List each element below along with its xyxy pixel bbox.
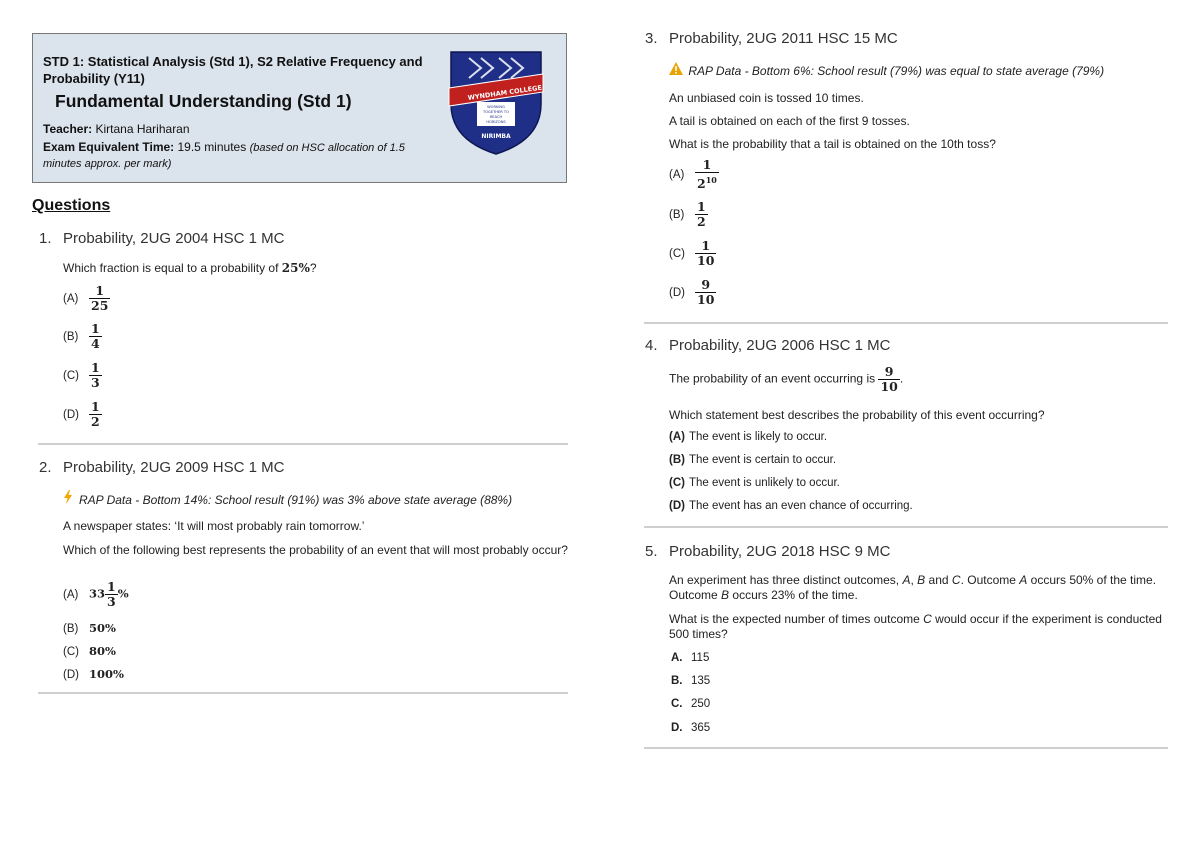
prompt-text-c-pre: Outcome: [669, 588, 718, 602]
option-c[interactable]: [63, 644, 116, 658]
option-whole: 33: [89, 586, 106, 601]
question-divider: [644, 747, 1168, 749]
question-number: 2.: [39, 459, 52, 476]
exam-time-label: Exam Equivalent Time:: [43, 140, 175, 154]
svg-text:WYNDHAM COLLEGE: WYNDHAM COLLEGE: [467, 83, 543, 102]
prompt-text: The probability of an event occurring is: [669, 371, 876, 386]
option-label: (A): [669, 431, 685, 443]
option-suffix: %: [117, 586, 129, 601]
option-b[interactable]: [671, 675, 710, 687]
option-text: 115: [691, 652, 710, 664]
svg-text:WORKING: WORKING: [487, 105, 505, 109]
lightning-bolt-icon: [63, 490, 79, 507]
option-fraction: $\frac{1}{4}$: [91, 321, 100, 351]
option-d[interactable]: [63, 400, 102, 429]
question-prompt-line-1: [669, 573, 1174, 603]
option-label: D.: [671, 722, 683, 734]
prompt-text-post: would occur if the experiment is conducted 500 times?: [669, 612, 1162, 641]
question-prompt-line-3: What is the probability that a tail is obtained on the 10th toss?: [669, 137, 996, 151]
outcome-c-ref: C: [923, 612, 932, 626]
question-title: [645, 30, 898, 47]
option-label: (A): [63, 588, 79, 601]
option-c[interactable]: [669, 477, 840, 489]
exam-time-value: 19.5 minutes: [177, 140, 247, 154]
option-label: (D): [63, 669, 79, 681]
college-crest-logo: [447, 48, 545, 158]
option-b[interactable]: [63, 322, 102, 351]
outcome-c: C: [951, 573, 961, 587]
teacher-line: [43, 122, 190, 136]
option-label: C.: [671, 698, 683, 710]
option-d[interactable]: [671, 722, 710, 734]
exam-time-note: (based on HSC allocation of 1.5 minutes approx. per mark): [43, 142, 405, 170]
option-c[interactable]: [669, 239, 716, 268]
option-a[interactable]: [669, 431, 827, 443]
rap-text: RAP Data - Bottom 14%: School result (91%) was 3% above state average (88%): [79, 493, 513, 507]
question-prompt-line-2: Which of the following best represents the probability of an event that will most probably occur?: [63, 543, 568, 557]
prompt-math: 25%: [281, 261, 310, 275]
option-text: 250: [691, 698, 711, 710]
prompt-and: and: [928, 573, 949, 587]
question-prompt-line-1: The probability of an event occurring is $\frac{9}{10}$ .: [669, 364, 904, 394]
option-d[interactable]: [63, 667, 124, 681]
question-number: 3.: [645, 30, 658, 47]
question-source: Probability, 2UG 2011 HSC 15 MC: [669, 30, 898, 47]
option-text: 365: [691, 722, 711, 734]
worksheet-header: [32, 33, 567, 183]
option-label: (A): [669, 168, 685, 181]
option-text: The event is unlikely to occur.: [689, 477, 840, 489]
question-source: Probability, 2UG 2004 HSC 1 MC: [63, 230, 285, 247]
option-b[interactable]: [669, 200, 708, 229]
question-number: 4.: [645, 337, 658, 354]
teacher-name: Kirtana Hariharan: [95, 122, 190, 136]
option-b[interactable]: [63, 621, 116, 635]
option-label: (B): [669, 208, 685, 221]
option-label: (C): [63, 369, 79, 382]
questions-heading: Questions: [32, 197, 111, 214]
svg-text:TOGETHER TO: TOGETHER TO: [483, 110, 509, 114]
outcome-a: A: [902, 573, 911, 587]
option-fraction: $\frac{1}{3}$: [107, 579, 116, 609]
option-value: 50%: [89, 621, 116, 635]
warning-icon: [669, 62, 685, 78]
worksheet-subtitle: Fundamental Understanding (Std 1): [55, 91, 352, 111]
option-fraction: $\frac{1}{2}$: [697, 199, 706, 229]
option-d[interactable]: [669, 278, 716, 307]
question-number: 1.: [39, 230, 52, 247]
option-label: (D): [669, 286, 685, 299]
option-label: (D): [63, 408, 79, 421]
rap-data-note: [63, 490, 512, 507]
option-text: The event is certain to occur.: [689, 454, 837, 466]
question-divider: [38, 692, 568, 694]
question-prompt-line-2: Which statement best describes the probability of this event occurring?: [669, 408, 1045, 422]
option-c[interactable]: [671, 698, 710, 710]
option-label: (B): [669, 454, 685, 466]
question-source: Probability, 2UG 2006 HSC 1 MC: [669, 337, 891, 354]
outcome-a-ref: A: [1019, 573, 1028, 587]
question-source: Probability, 2UG 2018 HSC 9 MC: [669, 543, 891, 560]
outcome-b-ref: B: [721, 588, 730, 602]
option-label: (C): [669, 477, 685, 489]
prompt-fraction: $\frac{9}{10}$: [880, 364, 898, 394]
option-label: A.: [671, 652, 683, 664]
option-fraction: $\frac{1}{2}$: [91, 399, 100, 429]
outcome-b: B: [917, 573, 926, 587]
question-number: 5.: [645, 543, 658, 560]
question-title: [645, 337, 890, 354]
option-label: (A): [63, 292, 79, 305]
option-label: (B): [63, 623, 79, 635]
option-text: The event has an even chance of occurring.: [689, 500, 913, 512]
svg-text:REACH: REACH: [489, 115, 503, 119]
option-value: 100%: [89, 667, 124, 681]
option-fraction: $\frac{1}{25}$: [91, 283, 109, 313]
option-a[interactable]: [671, 652, 709, 664]
option-label: B.: [671, 675, 683, 687]
question-prompt-line-2: [669, 612, 1179, 642]
option-fraction: $\frac{1}{10}$: [697, 238, 715, 268]
prompt-text-b: occurs 50% of the time.: [1030, 573, 1157, 587]
option-d[interactable]: [669, 500, 913, 512]
option-label: (C): [63, 646, 79, 658]
question-divider: [644, 526, 1168, 528]
option-label: (D): [669, 500, 685, 512]
option-a[interactable]: [669, 158, 719, 191]
question-prompt: [63, 261, 317, 276]
question-divider: [38, 443, 568, 445]
question-prompt-line-1: A newspaper states: ‘It will most probably rain tomorrow.’: [63, 519, 365, 533]
prompt-text: An experiment has three distinct outcomes,: [669, 573, 900, 587]
question-prompt-line-1: An unbiased coin is tossed 10 times.: [669, 91, 864, 105]
prompt-text: Which fraction is equal to a probability of: [63, 261, 279, 275]
option-fraction: $\frac{1}{2^{10}}$: [697, 157, 717, 192]
rap-text: RAP Data - Bottom 6%: School result (79%) was equal to state average (79%): [688, 64, 1105, 78]
question-title: [645, 543, 890, 560]
prompt-outcome-word: . Outcome: [960, 573, 1016, 587]
option-text: 135: [691, 675, 711, 687]
option-a[interactable]: [63, 580, 129, 609]
option-b[interactable]: [669, 454, 836, 466]
question-source: Probability, 2UG 2009 HSC 1 MC: [63, 459, 285, 476]
rap-data-note: [669, 62, 1104, 78]
svg-text:NIRIMBA: NIRIMBA: [481, 133, 511, 140]
option-a[interactable]: [63, 284, 110, 313]
question-title: [39, 459, 284, 476]
svg-text:HORIZONS: HORIZONS: [486, 120, 506, 124]
option-fraction: $\frac{9}{10}$: [697, 277, 715, 307]
option-value: 80%: [89, 644, 116, 658]
question-prompt-line-2: A tail is obtained on each of the first 9 tosses.: [669, 114, 910, 128]
prompt-text-c: occurs 23% of the time.: [732, 588, 858, 602]
worksheet-title: STD 1: Statistical Analysis (Std 1), S2 Relative Frequency and Probability (Y11): [43, 54, 423, 86]
exam-time-line: [43, 140, 433, 172]
option-text: The event is likely to occur.: [689, 431, 828, 443]
option-c[interactable]: [63, 361, 102, 390]
question-divider: [644, 322, 1168, 324]
prompt-end: ?: [309, 261, 317, 275]
teacher-label: Teacher:: [43, 122, 93, 136]
option-fraction: $\frac{1}{3}$: [91, 360, 100, 390]
option-label: (B): [63, 330, 79, 343]
prompt-text: What is the expected number of times outcome: [669, 612, 920, 626]
prompt-separator: ,: [910, 573, 914, 587]
question-title: [39, 230, 284, 247]
option-label: (C): [669, 247, 685, 260]
